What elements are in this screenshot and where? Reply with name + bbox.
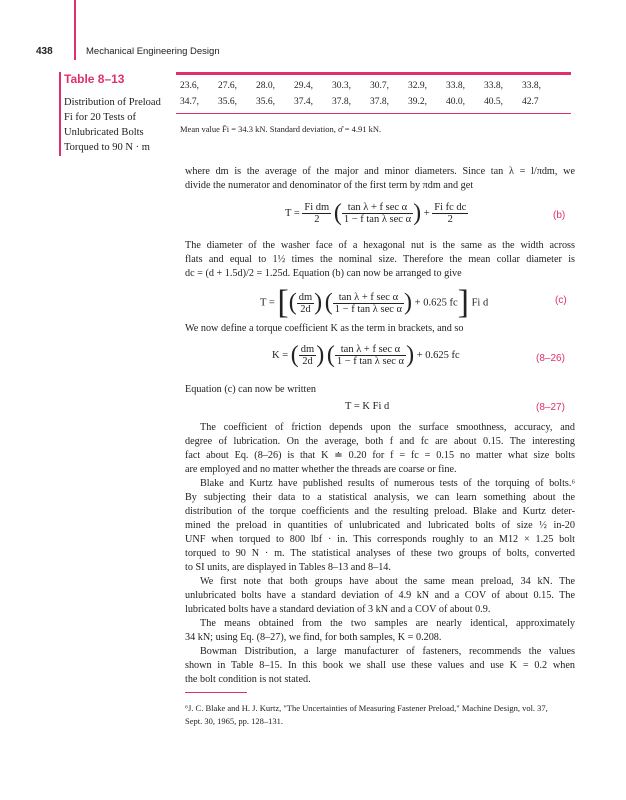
body-line: The coefficient of friction depends upon the surface smoothness, accuracy, and bbox=[200, 422, 575, 433]
table-cell: 39.2, bbox=[408, 97, 427, 107]
fraction-denominator: 2d bbox=[300, 303, 311, 315]
table-cell: 37.8, bbox=[370, 97, 389, 107]
right-paren: ) bbox=[316, 342, 325, 368]
right-paren: ) bbox=[413, 200, 422, 226]
body-line: distribution of the torque coefficients and the resulting preload. Blake and Kurtz deter- bbox=[185, 506, 575, 517]
eq-term: + 0.625 fc bbox=[416, 349, 460, 361]
body-line: We first note that both groups have about the same mean preload, 34 kN. The bbox=[200, 576, 575, 587]
fraction-denominator: 1 − f tan λ sec α bbox=[343, 214, 412, 225]
left-paren: ( bbox=[333, 200, 342, 226]
body-line: Blake and Kurtz have published results of numerous tests of the torquing of bolts.⁶ bbox=[200, 478, 575, 489]
equation-b bbox=[285, 200, 468, 227]
caption-line: Distribution of Preload bbox=[64, 97, 161, 108]
table-cell: 35.6, bbox=[218, 97, 237, 107]
table-cell: 28.0, bbox=[256, 81, 275, 91]
fraction-numerator: tan λ + f sec α bbox=[333, 292, 404, 304]
table-bottom-rule bbox=[176, 113, 571, 114]
body-line: shown in Table 8–15. In this book we shall use these values and use K = 0.2 when bbox=[185, 660, 575, 671]
left-bracket: [ bbox=[277, 284, 289, 321]
table-cell: 33.8, bbox=[446, 81, 465, 91]
body-line: By subjecting their data to a statistical analysis, we can learn something about the bbox=[185, 492, 575, 503]
eq-term: + 0.625 fc bbox=[414, 297, 458, 309]
body-line: are employed and no matter whether the threads are coarse or fine. bbox=[185, 464, 457, 475]
body-line: fact about Eq. (8–26) is that K ≐ 0.20 for f = fc = 0.15 no matter what size bolts bbox=[185, 450, 575, 461]
body-line: unlubricated bolts have a standard deviation of 4.9 kN and a COV of about 0.15. The bbox=[185, 590, 575, 601]
table-cell: 34.7, bbox=[180, 97, 199, 107]
equation-8-26 bbox=[272, 342, 460, 369]
body-line: UNF when torqued to 800 lbf · in. This corresponds roughly to an M12 × 1.25 bolt bbox=[185, 534, 575, 545]
fraction bbox=[299, 344, 316, 367]
fraction-denominator: 1 − f tan λ sec α bbox=[336, 356, 405, 367]
page-number: 438 bbox=[36, 46, 53, 57]
footnote-rule bbox=[185, 692, 247, 693]
table-cell: 29.4, bbox=[294, 81, 313, 91]
table-row bbox=[180, 81, 560, 91]
fraction bbox=[335, 344, 406, 367]
fraction-numerator: tan λ + f sec α bbox=[342, 202, 413, 214]
equation-label: (b) bbox=[553, 210, 566, 221]
fraction-numerator: Fi fc dc bbox=[434, 202, 467, 213]
table-cell: 42.7 bbox=[522, 97, 539, 107]
equation-label: (8–26) bbox=[536, 353, 565, 364]
equation-label: (c) bbox=[555, 295, 567, 306]
running-title: Mechanical Engineering Design bbox=[86, 46, 220, 57]
fraction-numerator: dm bbox=[298, 291, 313, 303]
equation-8-27: T = K Fi d bbox=[345, 401, 390, 412]
equation-label: (8–27) bbox=[536, 402, 565, 413]
body-line: torqued to 90 N · m. The statistical analyses of these two groups of bolts, converted bbox=[185, 548, 575, 559]
body-line: degree of lubrication. On the average, both f and fc are about 0.15. The interesting bbox=[185, 436, 575, 447]
right-paren: ) bbox=[314, 289, 323, 316]
table-cell: 37.8, bbox=[332, 97, 351, 107]
fraction bbox=[342, 202, 413, 225]
left-paren: ( bbox=[326, 342, 335, 368]
eq-lhs: K = bbox=[272, 349, 289, 361]
table-cell: 40.5, bbox=[484, 97, 503, 107]
header-rule bbox=[74, 0, 76, 60]
fraction bbox=[297, 292, 314, 315]
fraction-denominator: 2 bbox=[314, 214, 320, 225]
table-cell: 32.9, bbox=[408, 81, 427, 91]
fraction-denominator: 2d bbox=[302, 356, 313, 367]
fraction-numerator: dm bbox=[300, 344, 315, 355]
footnote bbox=[185, 702, 548, 728]
body-line: lubricated bolts have a standard deviation of 3 kN and a COV of about 0.9. bbox=[185, 604, 491, 615]
table-caption bbox=[64, 95, 179, 155]
table-note: Mean value F̄i = 34.3 kN. Standard deviation, σ̂ = 4.91 kN. bbox=[180, 124, 382, 134]
fraction bbox=[432, 202, 468, 225]
right-paren: ) bbox=[404, 289, 413, 316]
body-line: flats and equal to 1½ times the nominal size. Therefore the mean collar diameter is bbox=[185, 254, 575, 265]
body-line: where dm is the average of the major and minor diameters. Since tan λ = l/πdm, we bbox=[185, 166, 575, 177]
left-paren: ( bbox=[324, 289, 333, 316]
body-line: divide the numerator and denominator of the first term by πdm and get bbox=[185, 180, 474, 191]
body-line: the bolt condition is not stated. bbox=[185, 674, 311, 685]
body-line: Bowman Distribution, a large manufacturer of fasteners, recommends the values bbox=[200, 646, 575, 657]
body-line: dc = (d + 1.5d)/2 = 1.25d. Equation (b) can now be arranged to give bbox=[185, 268, 462, 279]
table-title: Table 8–13 bbox=[64, 72, 125, 86]
caption-line: Unlubricated Bolts bbox=[64, 127, 144, 138]
eq-lhs: T = bbox=[260, 297, 275, 309]
body-line: 34 kN; using Eq. (8–27), we find, for both samples, K = 0.208. bbox=[185, 632, 442, 643]
right-bracket: ] bbox=[457, 284, 469, 321]
body-line: The diameter of the washer face of a hexagonal nut is the same as the width across bbox=[185, 240, 575, 251]
table-cell: 30.3, bbox=[332, 81, 351, 91]
right-paren: ) bbox=[406, 342, 415, 368]
fraction-denominator: 1 − f tan λ sec α bbox=[334, 303, 403, 315]
table-cell: 27.6, bbox=[218, 81, 237, 91]
body-line: We now define a torque coefficient K as the term in brackets, and so bbox=[185, 323, 464, 334]
table-row bbox=[180, 97, 560, 107]
footnote-line: Sept. 30, 1965, pp. 128–131. bbox=[185, 716, 283, 726]
body-line: mined the preload in quantities of unlubricated and lubricated bolts of size ½ in-20 bbox=[185, 520, 575, 531]
fraction bbox=[302, 202, 331, 225]
table-cell: 33.8, bbox=[522, 81, 541, 91]
footnote-line: ⁶J. C. Blake and H. J. Kurtz, "The Uncertainties of Measuring Fastener Preload," Machine Design, vol. 37, bbox=[185, 703, 548, 713]
fraction-numerator: Fi dm bbox=[304, 202, 330, 213]
body-line: The means obtained from the two samples are nearly identical, approximately bbox=[200, 618, 575, 629]
table-cell: 40.0, bbox=[446, 97, 465, 107]
left-paren: ( bbox=[290, 342, 299, 368]
fraction-numerator: tan λ + f sec α bbox=[335, 344, 406, 356]
body-line: Equation (c) can now be written bbox=[185, 384, 316, 395]
table-side-rule bbox=[59, 72, 61, 156]
left-paren: ( bbox=[288, 289, 297, 316]
fraction-denominator: 2 bbox=[447, 214, 453, 225]
table-cell: 30.7, bbox=[370, 81, 389, 91]
eq-lhs: T = bbox=[285, 207, 300, 219]
equation-c bbox=[260, 284, 488, 322]
table-cell: 23.6, bbox=[180, 81, 199, 91]
eq-operator: + bbox=[423, 207, 430, 219]
table-cell: 37.4, bbox=[294, 97, 313, 107]
fraction bbox=[333, 292, 404, 315]
table-top-rule bbox=[176, 72, 571, 75]
caption-line: Torqued to 90 N · m bbox=[64, 142, 150, 153]
table-cell: 33.8, bbox=[484, 81, 503, 91]
body-line: to SI units, are displayed in Tables 8–13 and 8–14. bbox=[185, 562, 391, 573]
caption-line: Fi for 20 Tests of bbox=[64, 112, 136, 123]
table-cell: 35.6, bbox=[256, 97, 275, 107]
eq-term: Fi d bbox=[471, 297, 489, 309]
